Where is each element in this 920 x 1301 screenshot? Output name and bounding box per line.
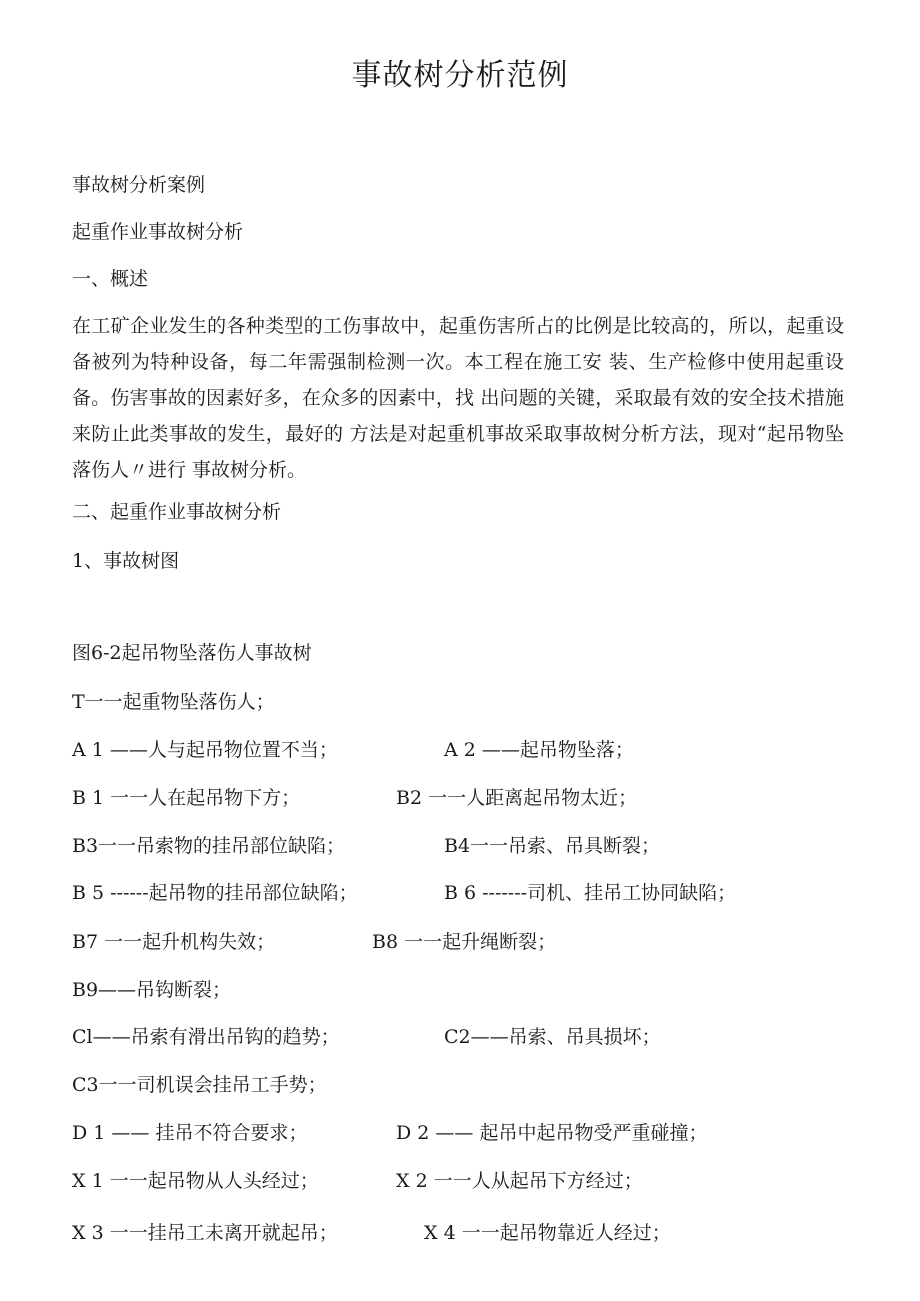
definition-x4: X 4 一一起吊物靠近人经过； [424,1222,671,1244]
heading-fault-tree-diagram: 1、事故树图 [72,550,180,572]
definition-b6: B 6 -------司机、挂吊工协同缺陷； [444,882,737,904]
definition-c2: C2——吊索、吊具损坏； [444,1026,661,1048]
section-title: 起重作业事故树分析 [72,221,244,243]
definition-x1: X 1 一一起吊物从人头经过； [72,1170,319,1192]
definition-t: T一一起重物坠落伤人； [72,691,275,713]
figure-caption: 图6-2起吊物坠落伤人事故树 [72,642,312,664]
subtitle: 事故树分析案例 [72,174,206,196]
definition-b8: B8 一一起升绳断裂； [372,931,557,953]
definition-d2: D 2 —— 起吊中起吊物受严重碰撞； [396,1122,708,1144]
definition-b9: B9——吊钩断裂； [72,979,232,1001]
definition-b7: B7 一一起升机构失效； [72,931,276,953]
definition-b4: B4一一吊索、吊具断裂； [444,835,661,857]
definition-x2: X 2 一一人从起吊下方经过； [396,1170,643,1192]
heading-analysis: 二、起重作业事故树分析 [72,501,282,523]
definition-c1: Cl——吊索有滑出吊钩的趋势； [72,1026,340,1048]
definition-d1: D 1 —— 挂吊不符合要求； [72,1122,308,1144]
definition-b2: B2 一一人距离起吊物太近； [396,787,638,809]
definition-a1: A 1 ——人与起吊物位置不当； [72,739,338,761]
heading-overview: 一、概述 [72,268,149,290]
definition-x3: X 3 一一挂吊工未离开就起吊； [72,1222,338,1244]
overview-paragraph: 在工矿企业发生的各种类型的工伤事故中，起重伤害所占的比例是比较高的，所以，起重设备被列为特种设备，每二年需强制检测一次。本工程在施工安 装、生产检修中使用起重设备。伤害事故的因素好多，在众多的因素中，找 出问题的关键，采取最有效的安全技术措施来防止此类事故的发生，最好的 方法是对起重机事故采取事故树分析方法，现对“起吊物坠落伤人〃进行 事故树分析。 [72,315,844,481]
definition-b1: B 1 一一人在起吊物下方； [72,787,301,809]
definition-c3: C3一一司机误会挂吊工手势； [72,1074,327,1096]
definition-b5: B 5 ------起吊物的挂吊部位缺陷； [72,882,358,904]
definition-a2: A 2 ——起吊物坠落； [444,739,634,761]
document-title: 事故树分析范例 [351,58,569,93]
definition-b3: B3一一吊索物的挂吊部位缺陷； [72,835,346,857]
